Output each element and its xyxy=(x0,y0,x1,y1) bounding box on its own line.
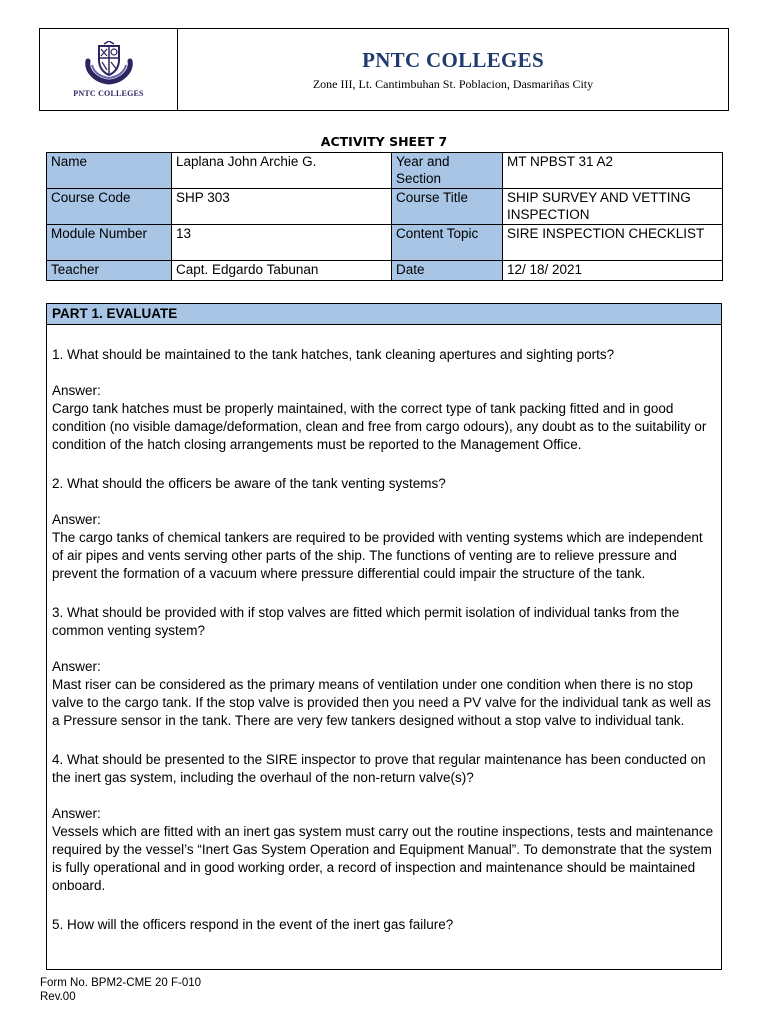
module-number-value: 13 xyxy=(172,225,392,261)
college-address: Zone III, Lt. Cantimbuhan St. Poblacion, Dasmariñas City xyxy=(312,76,594,91)
question-1: 1. What should be maintained to the tank hatches, tank cleaning apertures and sighting ports? xyxy=(52,347,615,362)
teacher-value: Capt. Edgardo Tabunan xyxy=(172,261,392,281)
module-number-label: Module Number xyxy=(47,225,172,261)
question-3: 3. What should be provided with if stop valves are fitted which permit isolation of individual tanks from the common venting system? xyxy=(52,605,680,638)
answer-1: Cargo tank hatches must be properly maintained, with the correct type of tank packing fitted and in good condition (no visible damage/deformation, clean and free from cargo odours), any doubt as to the suitability or condition of the hatch closing arrangements must be reported to the Management Office. xyxy=(52,401,707,452)
course-code-value: SHP 303 xyxy=(172,189,392,225)
logo-cell xyxy=(40,29,178,110)
table-row xyxy=(47,189,723,225)
answer-3: Mast riser can be considered as the primary means of ventilation under one condition when there is no stop valve to the cargo tank. If the stop valve is provided then you need a PV valve for the individual tank as well as a Pressure sensor in the tank. There are very few tankers designed without a stop valve to individual tank. xyxy=(52,677,711,728)
name-label: Name xyxy=(47,153,172,189)
college-shield-logo-icon xyxy=(80,41,138,85)
answer-4: Vessels which are fitted with an inert gas system must carry out the routine inspections, tests and maintenance required by the vessel’s “Inert Gas System Operation and Equipment Manual”. To demonstrate that the system is fully operational and in good working order, a record of inspection and maintenance should be maintained onboard. xyxy=(52,824,714,893)
content-topic-label: Content Topic xyxy=(392,225,503,261)
course-title-label: Course Title xyxy=(392,189,503,225)
year-section-label: Year and Section xyxy=(392,153,503,189)
table-row xyxy=(47,153,723,189)
year-section-value: MT NPBST 31 A2 xyxy=(503,153,723,189)
name-value: Laplana John Archie G. xyxy=(172,153,392,189)
form-number: Form No. BPM2-CME 20 F-010 xyxy=(40,977,202,989)
part1-body xyxy=(47,346,721,934)
date-value: 12/ 18/ 2021 xyxy=(503,261,723,281)
question-5: 5. How will the officers respond in the event of the inert gas failure? xyxy=(52,917,454,932)
table-row xyxy=(47,261,723,281)
question-2: 2. What should the officers be aware of the tank venting systems? xyxy=(52,476,446,491)
sheet-title: ACTIVITY SHEET 7 xyxy=(320,134,448,149)
teacher-label: Teacher xyxy=(47,261,172,281)
revision-number: Rev.00 xyxy=(40,991,76,1003)
answer-2: The cargo tanks of chemical tankers are required to be provided with venting systems which are independent of air pipes and vents serving other parts of the ship. The functions of venting are to relieve pressure and prevent the formation of a vacuum where pressure differential could impair the structure of the tank. xyxy=(52,530,703,581)
part1-section xyxy=(46,303,722,970)
course-title-value: SHIP SURVEY AND VETTING INSPECTION xyxy=(503,189,723,225)
title-cell xyxy=(178,29,728,110)
answer-1-label: Answer: xyxy=(52,383,101,398)
college-name: PNTC COLLEGES xyxy=(362,47,544,72)
form-footer xyxy=(40,976,201,1004)
answer-2-label: Answer: xyxy=(52,512,101,527)
answer-3-label: Answer: xyxy=(52,659,101,674)
student-info-table xyxy=(46,152,723,281)
document-header xyxy=(39,28,729,111)
question-4: 4. What should be presented to the SIRE inspector to prove that regular maintenance has been conducted on the inert gas system, including the overhaul of the non-return valve(s)? xyxy=(52,752,706,785)
logo-caption: PNTC COLLEGES xyxy=(73,89,144,98)
part1-title: PART 1. EVALUATE xyxy=(47,304,721,325)
content-topic-value: SIRE INSPECTION CHECKLIST xyxy=(503,225,723,261)
course-code-label: Course Code xyxy=(47,189,172,225)
date-label: Date xyxy=(392,261,503,281)
table-row xyxy=(47,225,723,261)
answer-4-label: Answer: xyxy=(52,806,101,821)
